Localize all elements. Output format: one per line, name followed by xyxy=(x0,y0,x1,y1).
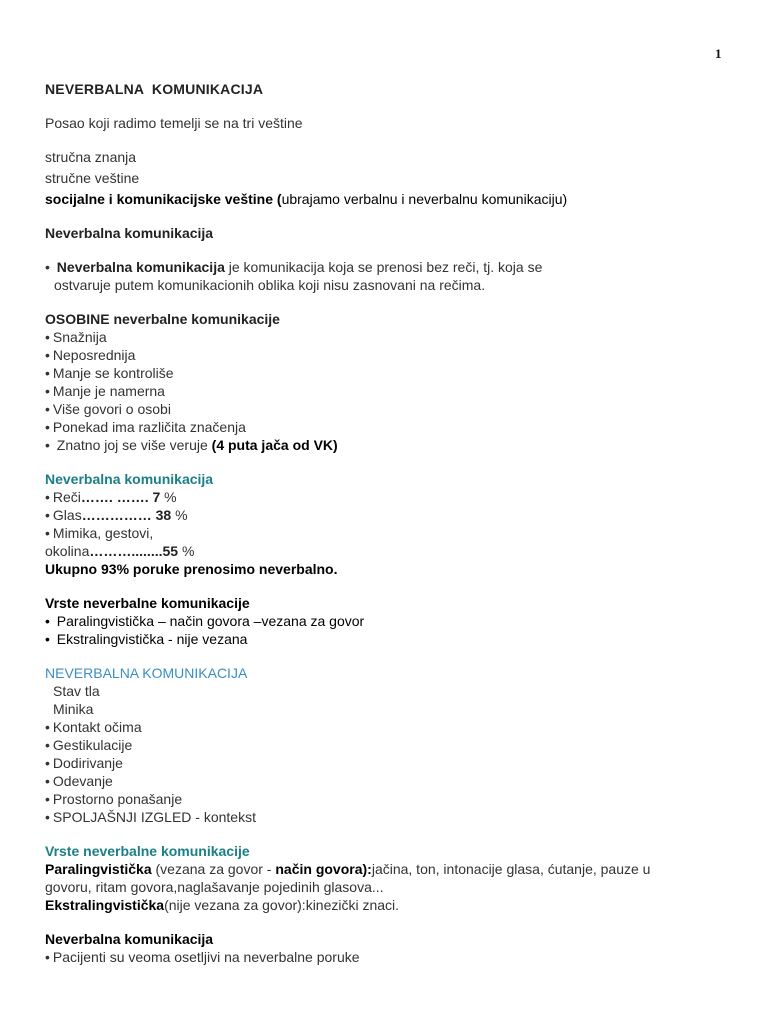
stat-glas xyxy=(45,506,725,524)
skill-item-3-rest: ubrajamo verbalnu i neverbalnu komunikaciju) xyxy=(281,191,568,207)
vrste-item-2-term: Ekstralingvistička xyxy=(56,631,165,647)
osobine-item: • Manje je namerna xyxy=(45,382,725,400)
osobine-last-text: Znatno joj se više veruje xyxy=(56,437,212,453)
definition-line-2: ostvaruje putem komunikacionih oblika koji nisu zasnovani na rečima. xyxy=(54,277,486,293)
vrste-item-2 xyxy=(45,630,725,648)
document-body xyxy=(45,80,725,966)
osobine-item-last xyxy=(45,436,725,454)
stats-title: Neverbalna komunikacija xyxy=(45,471,214,487)
osobine-item: • Neposrednija xyxy=(45,346,725,364)
kanali-item: • Odevanje xyxy=(45,772,725,790)
stat-glas-value: 38 xyxy=(151,507,176,523)
kanali-title: NEVERBALNA KOMUNIKACIJA xyxy=(45,665,248,681)
intro-text: Posao koji radimo temelji se na tri veštine xyxy=(45,115,303,131)
skill-item-3-bold: socijalne i komunikacijske veštine ( xyxy=(45,191,282,207)
osobine-item: • Manje se kontroliše xyxy=(45,364,725,382)
skill-item-3 xyxy=(45,190,725,208)
vrste-item-1-rest: – način govora –vezana za govor xyxy=(154,613,365,629)
stat-okolina-unit: % xyxy=(178,543,195,559)
stat-reci-value: 7 xyxy=(148,489,165,505)
paralingvisticka-paren: (vezana za govor - xyxy=(151,861,276,877)
osobine-title: OSOBINE neverbalne komunikacije xyxy=(45,311,280,327)
vrste-title: Vrste neverbalne komunikacije xyxy=(45,595,250,611)
stat-reci xyxy=(45,488,725,506)
kanali-item: • Dodirivanje xyxy=(45,754,725,772)
stat-okolina xyxy=(45,542,725,560)
vrste-item-2-rest: - nije vezana xyxy=(164,631,248,647)
definition-line-1 xyxy=(45,258,725,276)
ekstralingvisticka-term: Ekstralingvistička xyxy=(45,897,165,913)
osobine-item: • Ponekad ima različita značenja xyxy=(45,418,725,436)
definition-term: Neverbalna komunikacija xyxy=(56,259,225,275)
stat-okolina-label: okolina xyxy=(45,543,90,559)
stat-okolina-dots: ………........ xyxy=(89,543,163,559)
osobine-item: • Više govori o osobi xyxy=(45,400,725,418)
paralingvisticka-term: Paralingvistička xyxy=(45,861,152,877)
paralingvisticka-colon: ): xyxy=(362,861,372,877)
stat-mimika: • Mimika, gestovi, xyxy=(45,524,725,542)
section1-title: Neverbalna komunikacija xyxy=(45,225,214,241)
vrste-item-1 xyxy=(45,612,725,630)
kanali-item: • Gestikulacije xyxy=(45,736,725,754)
kanali-item: • Prostorno ponašanje xyxy=(45,790,725,808)
vrste2-title: Vrste neverbalne komunikacije xyxy=(45,843,250,859)
ekstralingvisticka-line xyxy=(45,896,725,914)
stat-reci-unit: % xyxy=(164,489,177,505)
kanali-item: • SPOLJAŠNJI IZGLED - kontekst xyxy=(45,808,725,826)
stat-glas-unit: % xyxy=(175,507,188,523)
paralingvisticka-desc: jačina, ton, intonacije glasa, ćutanje, pauze u xyxy=(371,861,651,877)
ekstralingvisticka-desc: (nije vezana za govor):kinezički znaci. xyxy=(164,897,400,913)
skill-item-1: stručna znanja xyxy=(45,149,137,165)
vrste-item-1-term: Paralingvistička xyxy=(56,613,155,629)
stat-okolina-value: 55 xyxy=(162,543,179,559)
paralingvisticka-line-2: govoru, ritam govora,naglašavanje pojedinih glasova... xyxy=(45,879,384,895)
stat-reci-dots: ……. ……. xyxy=(80,489,149,505)
last-section-title: Neverbalna komunikacija xyxy=(45,931,214,947)
last-section-item: • Pacijenti su veoma osetljivi na neverbalne poruke xyxy=(45,948,725,966)
osobine-last-bold: (4 puta jača od VK) xyxy=(211,437,338,453)
paralingvisticka-line-1 xyxy=(45,860,725,878)
stat-glas-dots: …………… xyxy=(81,507,152,523)
kanali-item: • Kontakt očima xyxy=(45,718,725,736)
paralingvisticka-nacin: način govora xyxy=(275,861,363,877)
definition-text: je komunikacija koja se prenosi bez reči, tj. koja se xyxy=(224,259,543,275)
document-heading: NEVERBALNA KOMUNIKACIJA xyxy=(45,81,264,97)
stats-total: Ukupno 93% poruke prenosimo neverbalno. xyxy=(45,561,338,577)
kanali-plain-1: Stav tla xyxy=(53,683,100,699)
osobine-item: • Snažnija xyxy=(45,328,725,346)
kanali-plain-2: Minika xyxy=(53,701,94,717)
page-number: 1 xyxy=(715,46,722,61)
stat-glas-label: Glas xyxy=(52,507,82,523)
skill-item-2: stručne veštine xyxy=(45,170,140,186)
stat-reci-label: Reči xyxy=(52,489,81,505)
